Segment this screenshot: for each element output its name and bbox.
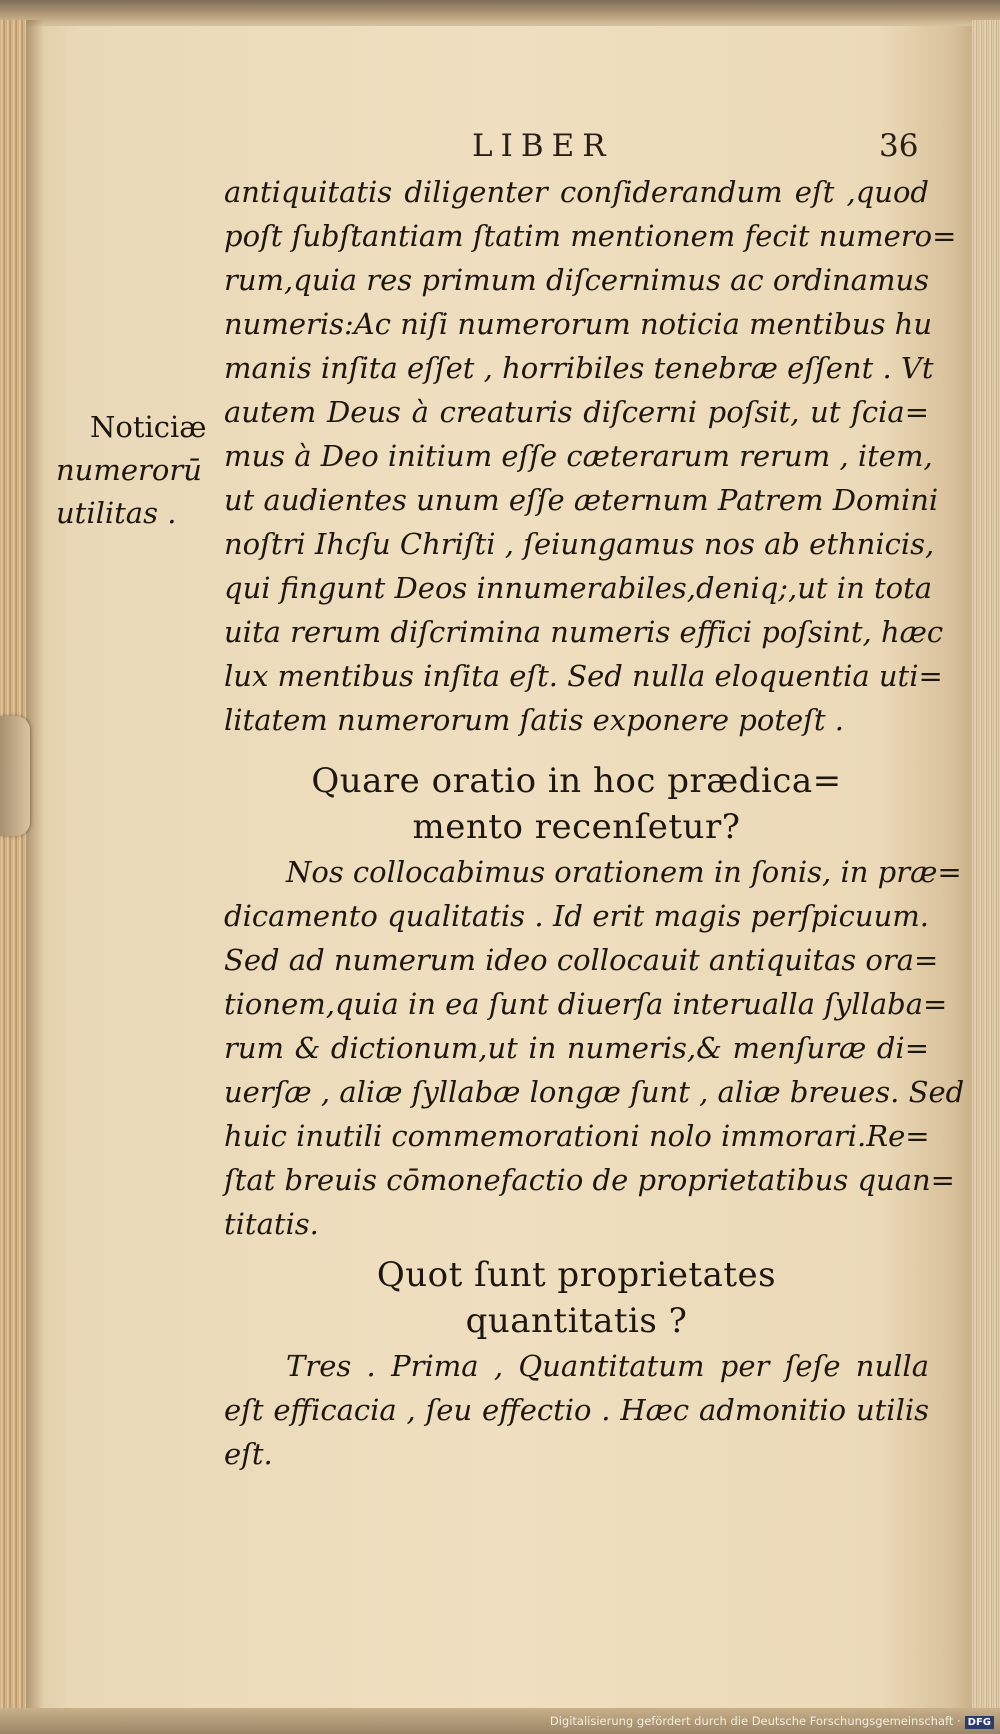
book-top-edge bbox=[0, 0, 1000, 26]
marginal-note-line: utilitas . bbox=[56, 496, 177, 530]
book-spine-edge bbox=[0, 20, 26, 1710]
text-line: Tres . Prima , Quantitatum per ſeſe nulla bbox=[286, 1349, 929, 1383]
marginal-note-line: Noticiæ bbox=[90, 410, 207, 444]
digitization-credit bbox=[550, 1714, 994, 1729]
text-line: lux mentibus inſita eſt. Sed nulla eloquentia uti= bbox=[224, 659, 943, 693]
text-line: dicamento qualitatis . Id erit magis perſpicuum. bbox=[224, 899, 929, 933]
text-line: uerſæ , aliæ ſyllabæ longæ ſunt , aliæ breues. Sed bbox=[224, 1075, 965, 1109]
text-line: autem Deus à creaturis diſcerni poſsit, ut ſcia= bbox=[224, 395, 929, 429]
text-line: huic inutili commemorationi nolo immorari.Re= bbox=[224, 1119, 930, 1153]
page-header bbox=[0, 128, 1000, 168]
heading-line: Quot ſunt proprietates bbox=[376, 1255, 777, 1295]
section-heading-1 bbox=[224, 758, 929, 850]
marginal-note bbox=[56, 406, 206, 535]
text-line: ut audientes unum eſſe æternum Patrem Domini bbox=[224, 483, 939, 517]
text-line: tionem,quia in ea ſunt diuerſa interualla ſyllaba= bbox=[224, 987, 948, 1021]
book-clasp bbox=[0, 716, 30, 836]
gutter-shadow bbox=[26, 20, 44, 1710]
page-fore-edge bbox=[972, 20, 1000, 1710]
text-line: mus à Deo initium eſſe cæterarum rerum , item, bbox=[224, 439, 933, 473]
page-number: 36 bbox=[879, 128, 919, 164]
text-line: titatis. bbox=[224, 1207, 319, 1241]
main-text bbox=[224, 170, 965, 1476]
heading-line: Quare oratio in hoc prædica= bbox=[311, 761, 842, 801]
heading-line: quantitatis ? bbox=[465, 1301, 688, 1341]
text-line: noſtri Ihcſu Chriſti , ſeiungamus nos ab ethnicis, bbox=[224, 527, 935, 561]
text-line: litatem numerorum ſatis exponere poteſt . bbox=[224, 703, 844, 737]
text-line: antiquitatis diligenter conſiderandum eſt ,quod bbox=[224, 175, 929, 209]
heading-line: mento recenſetur? bbox=[412, 807, 741, 847]
text-line: manis inſita eſſet , horribiles tenebræ eſſent . Vt bbox=[224, 351, 934, 385]
text-line: poſt ſubſtantiam ſtatim mentionem fecit numero= bbox=[224, 219, 957, 253]
text-line: uita rerum diſcrimina numeris effici poſsint, hæc bbox=[224, 615, 944, 649]
text-line: numeris:Ac niſi numerorum noticia mentibus hu bbox=[224, 307, 933, 341]
text-line: eſt efficacia , ſeu effectio . Hæc admonitio utilis bbox=[224, 1393, 929, 1427]
text-line: rum,quia res primum diſcernimus ac ordinamus bbox=[224, 263, 930, 297]
paragraph-3 bbox=[224, 1344, 929, 1476]
section-heading-2 bbox=[224, 1252, 929, 1344]
running-head: LIBER bbox=[472, 128, 614, 164]
text-line: rum & dictionum,ut in numeris,& menſuræ di= bbox=[224, 1031, 929, 1065]
credit-text: Digitalisierung gefördert durch die Deutsche Forschungsgemeinschaft · bbox=[549, 1714, 961, 1728]
paragraph-1 bbox=[224, 170, 957, 742]
text-line: eſt. bbox=[224, 1437, 273, 1471]
dfg-logo: DFG bbox=[965, 1716, 994, 1729]
text-line: Nos collocabimus orationem in ſonis, in præ= bbox=[286, 855, 962, 889]
text-line: qui fingunt Deos innumerabiles,deniq;,ut in tota bbox=[224, 571, 933, 605]
marginal-note-line: numerorū bbox=[56, 453, 202, 487]
paragraph-2 bbox=[224, 850, 965, 1246]
text-line: Sed ad numerum ideo collocauit antiquitas ora= bbox=[224, 943, 939, 977]
text-line: ſtat breuis cōmonefactio de proprietatibus quan= bbox=[224, 1163, 955, 1197]
